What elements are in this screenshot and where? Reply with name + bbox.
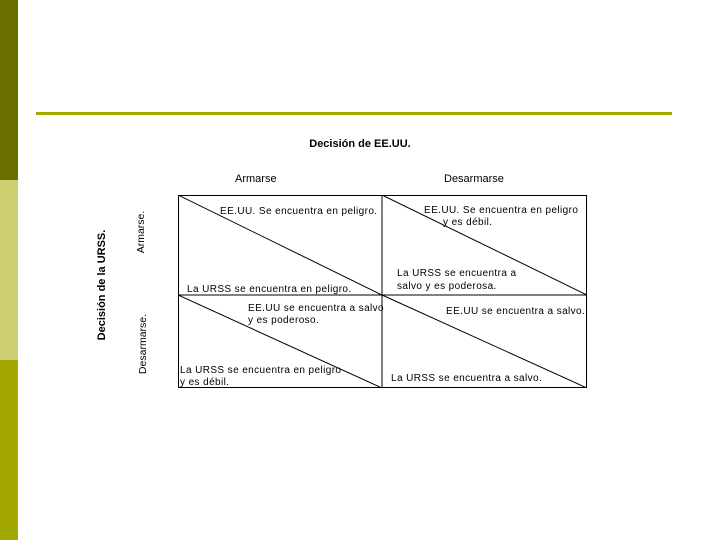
cell-dd-ussr-outcome: La URSS se encuentra a salvo. [391, 373, 543, 384]
cell-ad-ussr-outcome-line1: La URSS se encuentra a [397, 268, 517, 279]
header-rule [36, 112, 672, 115]
row-axis-label: Decisión de la URSS. [96, 229, 108, 341]
side-bar-middle [0, 180, 18, 360]
cell-ad-us-outcome-line2: y es débil. [443, 217, 493, 228]
cell-aa-us-outcome: EE.UU. Se encuentra en peligro. [220, 206, 378, 217]
column-header-armarse: Armarse [235, 173, 277, 185]
row-header-desarmarse: Desarmarse. [137, 313, 149, 375]
side-bar-top [0, 0, 18, 180]
cell-da-us-outcome-line1: EE.UU se encuentra a salvo [248, 303, 385, 314]
row-header-armarse: Armarse. [135, 210, 147, 254]
cell-dd-us-outcome: EE.UU se encuentra a salvo. [446, 306, 586, 317]
cell-da-ussr-outcome-line1: La URSS se encuentra en peligro [180, 365, 342, 376]
cell-da-ussr-outcome-line2: y es débil. [180, 377, 230, 388]
diagram-title: Decisión de EE.UU. [309, 138, 411, 150]
side-bar-bottom [0, 360, 18, 540]
column-header-desarmarse: Desarmarse [444, 173, 504, 185]
cell-ad-ussr-outcome-line2: salvo y es poderosa. [397, 281, 497, 292]
cell-da-us-outcome-line2: y es poderoso. [248, 315, 320, 326]
cell-aa-ussr-outcome: La URSS se encuentra en peligro. [187, 284, 352, 295]
cell-ad-us-outcome-line1: EE.UU. Se encuentra en peligro [424, 205, 579, 216]
